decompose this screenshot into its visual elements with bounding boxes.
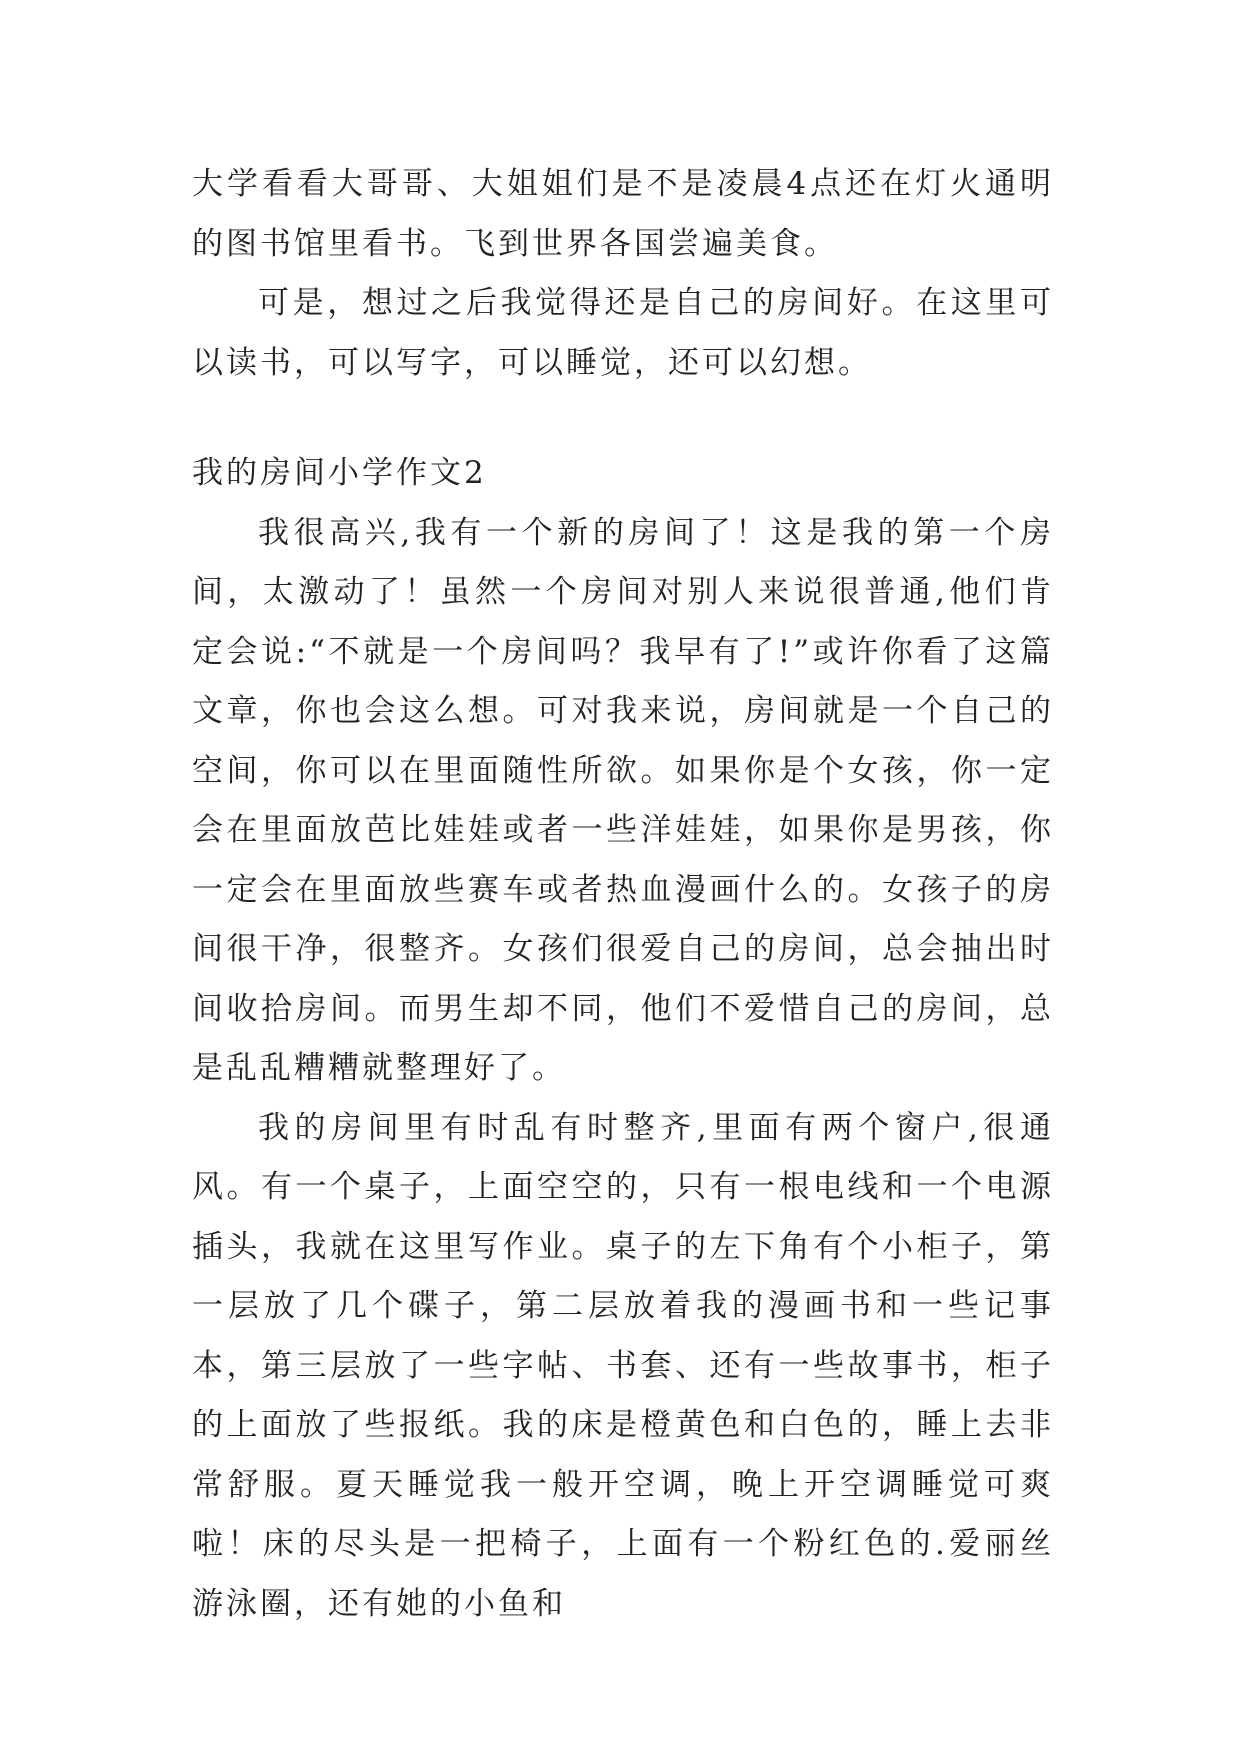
paragraph-room-description: 我的房间里有时乱有时整齐,里面有两个窗户,很通风。有一个桌子，上面空空的，只有一根电线和一个电源插头，我就在这里写作业。桌子的左下角有个小柜子，第一层放了几个碟子，第二层放着我的漫画书和一些记事本，第三层放了一些字帖、书套、还有一些故事书，柜子的上面放了些报纸。我的床是橙黄色和白色的，睡上去非常舒服。夏天睡觉我一般开空调，晚上开空调睡觉可爽啦！床的尽头是一把椅子，上面有一个粉红色的.爱丽丝游泳圈，还有她的小鱼和: [192, 1109, 1054, 1622]
paragraph-new-room: 我很高兴,我有一个新的房间了！这是我的第一个房间，太激动了！虽然一个房间对别人来说很普通,他们肯定会说:“不就是一个房间吗？我早有了!”或许你看了这篇文章，你也会这么想。可对我来说，房间就是一个自己的空间，你可以在里面随性所欲。如果你是个女孩，你一定会在里面放芭比娃娃或者一些洋娃娃，如果你是男孩，你一定会在里面放些赛车或者热血漫画什么的。女孩子的房间很干净，很整齐。女孩们很爱自己的房间，总会抽出时间收拾房间。而男生却不同，他们不爱惜自己的房间，总是乱乱糟糟就整理好了。: [192, 514, 1054, 1086]
paragraph-intro-continued: 大学看看大哥哥、大姐姐们是不是凌晨4点还在灯火通明的图书馆里看书。飞到世界各国尝遍美食。: [192, 166, 1054, 262]
paragraph-own-room: 可是，想过之后我觉得还是自己的房间好。在这里可以读书，可以写字，可以睡觉，还可以幻想。: [192, 285, 1054, 381]
section-title: 我的房间小学作文2: [192, 455, 487, 491]
section-spacer: [192, 393, 1054, 444]
document-page: [192, 155, 1054, 1634]
